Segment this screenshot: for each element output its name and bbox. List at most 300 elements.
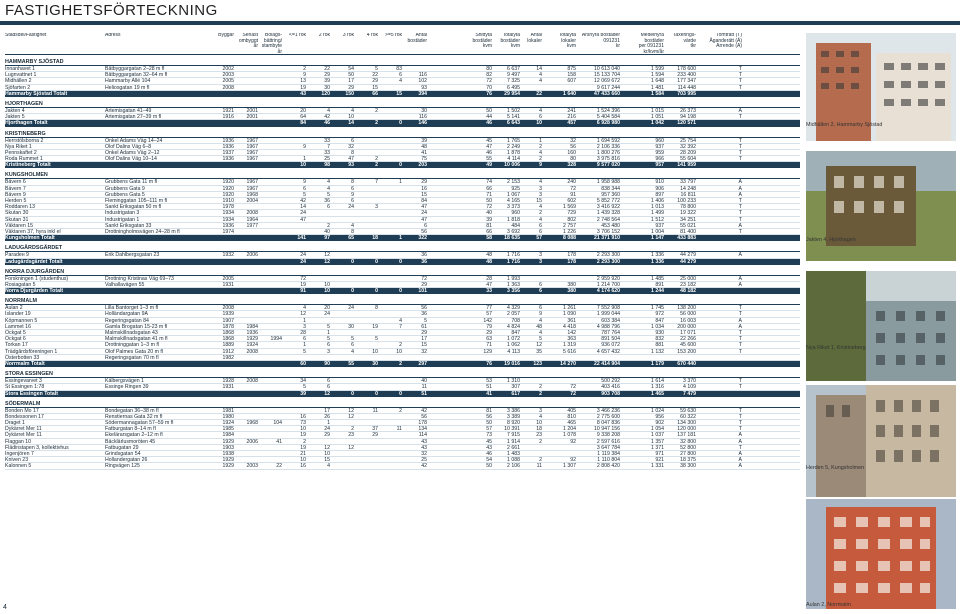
table-cell: 16 [300, 413, 306, 420]
table-cell: Ä [738, 317, 742, 323]
table-cell: 2 [351, 426, 354, 432]
total-cell: Hjorthagen Totalt [5, 120, 48, 127]
table-cell: 29 [324, 432, 330, 438]
table-cell [378, 457, 402, 462]
table-cell: 26 [324, 413, 330, 420]
table-cell: 4 [351, 222, 354, 228]
table-cell: 847 [655, 317, 664, 323]
table-cell: Ä [738, 107, 742, 114]
total-cell [258, 259, 282, 265]
table-cell [354, 223, 378, 228]
table-cell: 12 [348, 407, 354, 413]
table-section [5, 370, 800, 397]
table-cell: 13 [300, 78, 306, 84]
table-cell: 47 [300, 216, 306, 222]
table-cell: 6 [424, 222, 427, 228]
total-cell [696, 391, 742, 397]
table-cell: 63 [486, 336, 492, 342]
total-cell: 6 928 980 [596, 120, 620, 127]
table-cell: 29 [348, 84, 354, 90]
total-cell: 380 [567, 288, 576, 295]
table-cell: 2 [539, 384, 542, 390]
table-cell [234, 72, 258, 77]
table-cell: Grubbens Gata 9 [105, 185, 145, 191]
table-cell: 4 [303, 305, 306, 311]
total-cell [234, 361, 258, 367]
table-cell: 11 [421, 384, 427, 390]
table-cell: 32 392 [680, 143, 696, 149]
header-cell: Bolags- bättring/ stambyte år [261, 33, 282, 55]
total-cell: 36 [421, 258, 427, 265]
table-cell [258, 342, 282, 347]
table-cell: 2 661 [507, 444, 520, 450]
total-cell [696, 259, 742, 265]
table-cell: 55 [486, 156, 492, 162]
table-cell [330, 451, 354, 456]
table-cell: 5 141 [507, 114, 520, 120]
table-cell: 361 [567, 317, 576, 323]
table-cell [354, 150, 378, 155]
table-cell: 153 200 [677, 348, 696, 354]
table-cell: 500 292 [601, 378, 620, 384]
total-row [5, 361, 800, 367]
table-cell: Väktaren 37, hyra inkl el [5, 228, 61, 235]
table-cell: Ä [738, 281, 742, 288]
building-photo [806, 151, 956, 261]
table-cell: 1929 [222, 463, 234, 469]
table-cell: 4 165 [507, 198, 520, 204]
table-cell [330, 276, 354, 281]
table-cell: 4 [539, 330, 542, 336]
table-cell: 1 694 592 [596, 137, 620, 143]
table-cell: 1924 [222, 420, 234, 426]
table-cell [258, 282, 282, 287]
table-cell: 72 [486, 78, 492, 84]
table-cell: Skutan 30 [5, 210, 29, 216]
table-cell: 94 198 [680, 114, 696, 120]
header-cell: Taxerings- värde tkr [672, 33, 696, 50]
table-cell: 1903 [222, 444, 234, 450]
table-cell: 1 090 [563, 311, 576, 317]
total-cell: 178 [567, 258, 576, 265]
table-cell: 57 [486, 426, 492, 432]
table-cell [258, 156, 282, 161]
table-cell: 6 [539, 222, 542, 228]
table-cell: Rosiagatan 5 [5, 281, 36, 288]
table-cell: 5 [375, 66, 378, 72]
table-cell [354, 384, 378, 389]
section-title: STORA ESSINGEN [5, 370, 800, 378]
table-cell: Bondessonen 17 [5, 413, 44, 420]
table-cell: 3 [375, 204, 378, 210]
table-cell [330, 420, 354, 425]
total-cell [234, 259, 258, 265]
table-cell: 1929 [222, 438, 234, 444]
table-cell: 39 [486, 216, 492, 222]
table-cell: 14 [536, 66, 542, 72]
table-cell: 4 [351, 348, 354, 354]
table-cell [520, 276, 542, 281]
table-cell: 4 988 796 [596, 323, 620, 329]
table-cell: T [738, 198, 742, 204]
table-cell: 24 [348, 305, 354, 311]
table-cell: 3 416 922 [596, 204, 620, 210]
table-cell: 972 [655, 311, 664, 317]
total-cell: 58 [486, 235, 492, 242]
total-cell [105, 288, 208, 294]
table-cell: Olof Dalins Väg 6–8 [105, 143, 152, 149]
table-cell: Holländargatan 9A [105, 311, 148, 317]
table-cell: 11 [536, 463, 542, 469]
table-cell: 55 021 [680, 222, 696, 228]
total-cell [105, 391, 208, 397]
table-cell: Bäcklärlusmoröten 45 [105, 438, 156, 444]
table-cell [378, 223, 402, 228]
total-cell: 65 [348, 235, 354, 242]
table-cell: 177 347 [677, 78, 696, 84]
table-cell: 1912 [222, 348, 234, 354]
table-cell: 7 [327, 143, 330, 149]
table-cell: 1985 [222, 426, 234, 432]
table-cell: 1 132 [651, 348, 664, 354]
table-cell: 16 003 [680, 317, 696, 323]
table-cell: 2 057 [507, 311, 520, 317]
table-cell: 1 119 384 [597, 451, 620, 457]
table-cell [542, 378, 576, 383]
table-cell: 6 [539, 114, 542, 120]
table-cell: 9 [303, 143, 306, 149]
table-cell [378, 252, 402, 257]
table-cell [258, 72, 282, 77]
table-cell: 9 [303, 179, 306, 185]
table-cell: 7 915 [507, 432, 520, 438]
table-cell: Valhallavägen 55 [105, 281, 145, 288]
table-cell: 44 279 [680, 252, 696, 258]
table-cell: 22 [324, 66, 330, 72]
total-cell: 0 [375, 390, 378, 397]
total-cell [234, 288, 258, 294]
table-cell: 937 [655, 143, 664, 149]
table-cell: 33 797 [680, 179, 696, 185]
table-cell: Artemisgatan 27–39 m fl [105, 114, 162, 120]
table-cell [234, 85, 258, 90]
total-cell: 14 [348, 120, 354, 127]
table-cell: 729 [567, 210, 576, 216]
table-cell: T [738, 336, 742, 342]
table-cell [234, 229, 258, 234]
table-cell: 2 249 [507, 143, 520, 149]
table-cell [378, 282, 402, 287]
total-cell: 1 [399, 235, 402, 242]
table-cell: 3 466 236 [596, 407, 620, 413]
total-cell: 8 088 [563, 235, 576, 242]
table-cell: 1978 [222, 204, 234, 210]
table-cell: Väktaren 15 [5, 222, 33, 228]
table-cell: 34 251 [680, 216, 696, 222]
table-cell: Regeringsgatan 70 m fl [105, 354, 159, 360]
table-cell [330, 210, 354, 215]
table-cell: 957 360 [601, 191, 620, 197]
table-cell [258, 355, 282, 360]
table-cell: 1 [327, 330, 330, 336]
table-cell: Torkan 17 [5, 342, 28, 348]
table-cell: 24 [300, 210, 306, 216]
table-cell: 1 512 [651, 216, 664, 222]
table-cell: 1 406 [651, 198, 664, 204]
total-cell: 1 716 [507, 258, 520, 265]
table-cell: 5 [539, 336, 542, 342]
table-cell [258, 445, 282, 450]
table-cell: 36 [421, 252, 427, 258]
header-cell: Byggår [218, 33, 234, 38]
table-cell: 8 047 836 [596, 420, 620, 426]
header-cell: Totalyta bostäder kvm [500, 33, 520, 50]
table-cell: 72 [300, 275, 306, 281]
table-cell: 1 [539, 137, 542, 143]
table-cell: 137 181 [677, 432, 696, 438]
total-row [5, 162, 800, 168]
table-cell: 1968 [246, 191, 258, 197]
table-cell: 24 [421, 210, 427, 216]
table-cell [378, 192, 402, 197]
table-cell: 4 [327, 179, 330, 185]
page-number: 4 [3, 604, 7, 611]
total-cell: 2 [375, 162, 378, 169]
table-cell: 1 594 [651, 72, 664, 78]
table-cell: 8 [351, 149, 354, 156]
table-cell: 1920 [222, 179, 234, 185]
table-cell: 3 [539, 185, 542, 191]
table-cell: 50 [486, 463, 492, 469]
table-cell: 1994 [270, 336, 282, 342]
table-cell: 1931 [222, 281, 234, 288]
table-cell: 2 [539, 143, 542, 149]
table-cell: 25 000 [680, 275, 696, 281]
total-cell [258, 391, 282, 397]
table-cell [378, 210, 402, 215]
total-cell: 957 [655, 162, 664, 169]
table-cell [258, 150, 282, 155]
table-cell: 4 109 [683, 384, 696, 390]
table-cell [258, 414, 282, 419]
table-cell: 16 811 [680, 191, 696, 197]
table-cell: Jakten 4 [5, 107, 25, 114]
table-cell: 363 [567, 336, 576, 342]
total-cell: 84 [300, 120, 306, 127]
table-cell: 1 878 [507, 149, 520, 156]
table-cell: Flädinstapen 3, kollektivhus [5, 444, 69, 450]
table-cell: 1928 [222, 378, 234, 384]
table-cell [234, 408, 258, 413]
header-cell: Senast ombyggt år [238, 33, 258, 50]
header-cell: 2 rok [318, 33, 330, 38]
table-cell: 37 [372, 426, 378, 432]
table-cell: 1 569 [563, 204, 576, 210]
table-cell [258, 451, 282, 456]
table-cell [354, 439, 378, 444]
table-cell: 114 448 [677, 84, 696, 90]
table-cell: T [738, 426, 742, 432]
table-cell: 22 [276, 463, 282, 469]
table-cell: 4 [539, 179, 542, 185]
table-cell: 47 [486, 281, 492, 288]
table-cell [542, 276, 576, 281]
total-cell: 703 995 [677, 90, 696, 97]
table-cell: 2008 [222, 305, 234, 311]
header-cell: Antal bostäder [407, 33, 427, 44]
table-cell: 1910 [222, 198, 234, 204]
table-cell: 17 [324, 407, 330, 413]
table-cell: 1 765 [507, 137, 520, 143]
table-cell: 1967 [246, 185, 258, 191]
table-cell [258, 318, 282, 323]
table-cell: 838 344 [601, 185, 620, 191]
table-cell: 12 [536, 342, 542, 348]
table-section [5, 100, 800, 127]
table-cell: 59 630 [680, 407, 696, 413]
table-cell [354, 463, 378, 468]
table-cell: 30 [324, 84, 330, 90]
total-cell: 33 [486, 288, 492, 295]
table-cell: 120 000 [677, 426, 696, 432]
table-cell: T [738, 330, 742, 336]
table-cell [378, 204, 402, 209]
total-cell [258, 162, 282, 168]
total-cell: 10 006 [504, 162, 520, 169]
table-cell [378, 186, 402, 191]
table-cell: 80 [570, 156, 576, 162]
table-cell: 1916 [222, 114, 234, 120]
table-cell: 72 [486, 204, 492, 210]
table-cell: 6 [399, 72, 402, 78]
table-cell: 102 [418, 78, 427, 84]
table-cell: 1920 [222, 191, 234, 197]
table-cell: 55 604 [680, 156, 696, 162]
table-cell: 178 600 [677, 66, 696, 72]
table-cell: Ringvägen 125 [105, 463, 140, 469]
total-cell: 123 [533, 360, 542, 367]
total-cell: 76 [486, 90, 492, 97]
table-cell [330, 252, 354, 257]
table-cell: Onkel Adams Väg 14–24 [105, 137, 163, 143]
table-cell: 41 [421, 149, 427, 156]
total-cell: 18 [372, 235, 378, 242]
table-cell [354, 282, 378, 287]
table-cell: T [738, 66, 742, 72]
total-cell: 120 [321, 90, 330, 97]
table-cell [354, 217, 378, 222]
table-cell: 24 [324, 311, 330, 317]
table-cell: 2008 [246, 378, 258, 384]
table-cell: Ingenjören 7 [5, 451, 34, 457]
table-cell: 233 400 [677, 72, 696, 78]
total-cell: 98 [324, 162, 330, 169]
table-cell: 6 [351, 342, 354, 348]
table-cell: 5 404 584 [596, 114, 620, 120]
table-cell [542, 451, 576, 456]
table-cell: 9 617 244 [596, 84, 620, 90]
table-cell: 10 [396, 348, 402, 354]
table-cell: 48 [421, 143, 427, 149]
table-cell: 56 [570, 143, 576, 149]
table-cell [234, 204, 258, 209]
table-cell: 5 [303, 348, 306, 354]
table-cell: 71 [486, 191, 492, 197]
table-cell [520, 378, 542, 383]
table-cell: 29 [372, 432, 378, 438]
table-cell: 4 824 [507, 323, 520, 329]
total-row [5, 259, 800, 265]
table-section [5, 400, 800, 470]
table-cell: 1 [327, 420, 330, 426]
total-cell: 322 [418, 235, 427, 242]
table-cell: 4 [539, 317, 542, 323]
table-cell: 80 [486, 66, 492, 72]
table-cell: 1 037 [651, 432, 664, 438]
table-cell: 42 [324, 114, 330, 120]
table-cell [378, 138, 402, 143]
table-cell: 32 800 [680, 438, 696, 444]
table-cell [234, 66, 258, 71]
total-cell [208, 288, 234, 294]
total-cell: 903 708 [601, 390, 620, 397]
table-cell: 2 293 300 [596, 252, 620, 258]
table-cell: Sjöfarten 2 [5, 84, 31, 90]
building-photo [806, 385, 956, 497]
table-cell: 19 [300, 84, 306, 90]
table-cell: 3 370 [683, 378, 696, 384]
table-cell: 18 [536, 426, 542, 432]
header-cell: Stadsdel/Fastighet [5, 33, 47, 38]
photo-nya-riket [806, 271, 956, 381]
total-cell: 57 [536, 235, 542, 242]
table-cell [258, 204, 282, 209]
table-cell: 100 233 [677, 198, 696, 204]
total-cell: 76 [486, 360, 492, 367]
table-cell [542, 445, 576, 450]
table-cell: 910 [655, 179, 664, 185]
table-cell [378, 305, 402, 310]
table-cell [378, 156, 402, 161]
table-cell [258, 324, 282, 329]
table-cell: 4 [539, 216, 542, 222]
table-cell: 3 647 784 [596, 444, 620, 450]
table-cell: 403 416 [601, 384, 620, 390]
total-cell: 10 [324, 288, 330, 295]
table-cell: 380 [567, 281, 576, 288]
table-cell: 36 [421, 311, 427, 317]
table-cell: 33 [324, 137, 330, 143]
table-cell: 9 [303, 72, 306, 78]
table-cell: Renstiernas Gata 32 m fl [105, 413, 163, 420]
table-cell: 1967 [246, 137, 258, 143]
total-cell [234, 162, 258, 168]
table-cell: 3 389 [507, 413, 520, 420]
table-cell: Grubbens Gata 11 m fl [105, 179, 158, 185]
table-cell: 72 [570, 384, 576, 390]
table-cell: 2 808 420 [596, 463, 620, 469]
table-cell [234, 355, 258, 360]
table-cell [258, 179, 282, 184]
table-cell: 2 [375, 156, 378, 162]
table-cell: 875 [567, 66, 576, 72]
total-cell: 2 293 300 [596, 258, 620, 265]
table-cell: 891 [655, 281, 664, 288]
table-cell: 307 [511, 384, 520, 390]
table-cell [234, 318, 258, 323]
table-cell: 1 599 [651, 66, 664, 72]
table-cell: 11 [372, 407, 378, 413]
